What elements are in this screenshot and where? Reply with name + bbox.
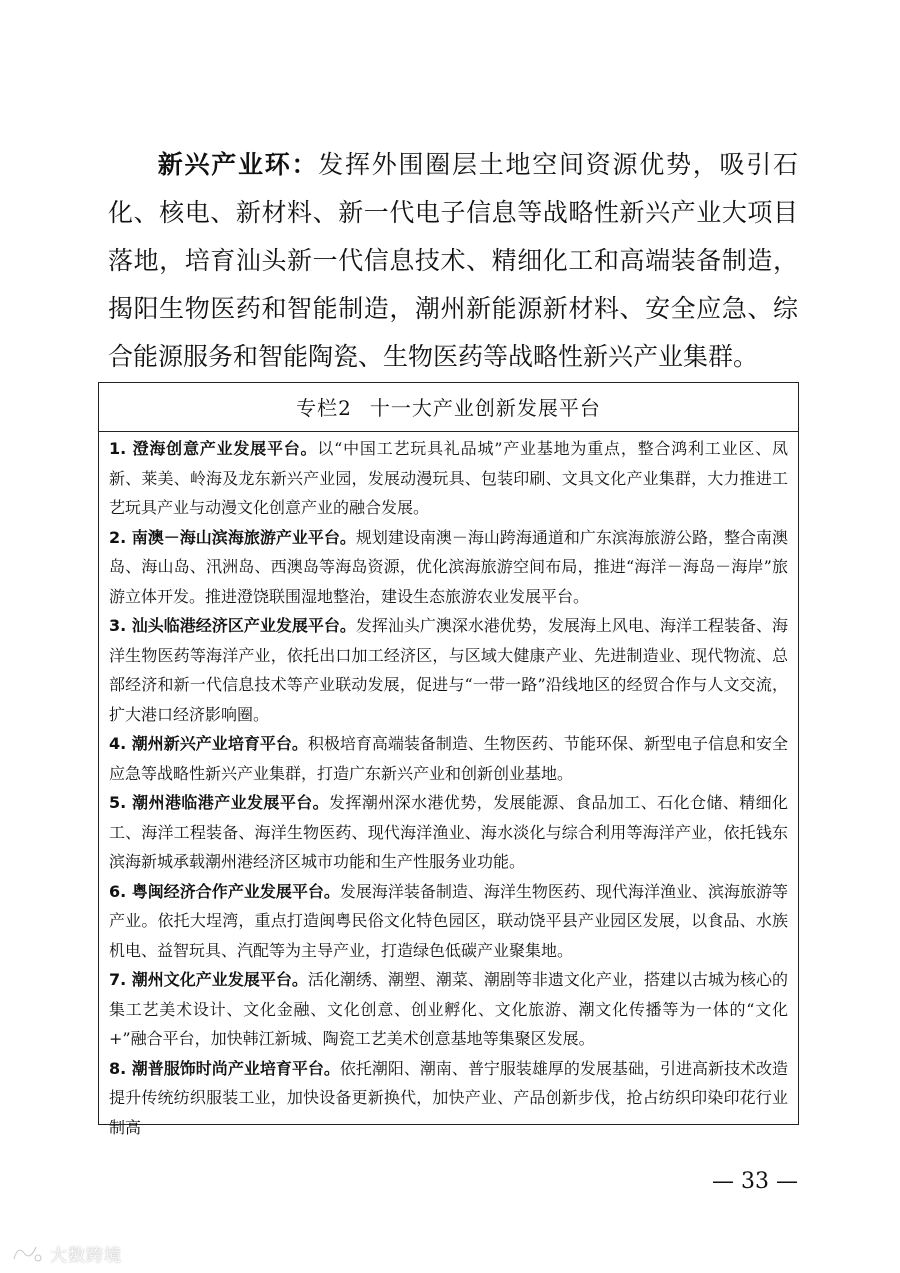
platform-item-5 — [109, 788, 788, 877]
platform-item-head: 8. 潮普服饰时尚产业培育平台。 — [109, 1058, 340, 1078]
watermark-logo-icon — [10, 1241, 44, 1265]
intro-paragraph — [108, 141, 798, 381]
platform-item-4 — [109, 729, 788, 788]
page-number: — 33 — — [712, 1169, 798, 1194]
watermark-text: 大数跨境 — [50, 1245, 122, 1266]
platform-item-head: 6. 粤闽经济合作产业发展平台。 — [109, 881, 340, 901]
platform-item-head: 4. 潮州新兴产业培育平台。 — [109, 734, 308, 753]
platform-item-8 — [109, 1054, 788, 1143]
platform-item-6 — [109, 877, 788, 966]
platform-item-text: 依托潮阳、潮南、普宁服装雄厚的发展基础，引进高新技术改造提升传统纺织服装工业，加快设备更新换代，加快产业、产品创新步伐，抢占纺织印染印花行业制高 — [109, 1058, 788, 1137]
intro-lead: 新兴产业环： — [156, 150, 319, 179]
platform-item-text: 发展海洋装备制造、海洋生物医药、现代海洋渔业、滨海旅游等产业。依托大埕湾，重点打造闽粤民俗文化特色园区，联动饶平县产业园区发展，以食品、水族机电、益智玩具、汽配等为主导产业，打造绿色低碳产业聚集地。 — [109, 881, 788, 960]
box-title-text: 十一大产业创新发展平台 — [369, 396, 601, 420]
platform-item-text: 发挥汕头广澳深水港优势，发展海上风电、海洋工程装备、海洋生物医药等海洋产业，依托出口加工经济区，与区域大健康产业、先进制造业、现代物流、总部经济和新一代信息技术等产业联动发展，促进与“一带一路”沿线地区的经贸合作与人文交流，扩大港口经济影响圈。 — [109, 616, 788, 724]
platform-item-head: 5. 潮州港临港产业发展平台。 — [109, 793, 330, 812]
platform-item-head: 3. 汕头临港经济区产业发展平台。 — [109, 616, 356, 635]
platform-item-text: 发挥潮州深水港优势，发展能源、食品加工、石化仓储、精细化工、海洋工程装备、海洋生物医药、现代海洋渔业、海水淡化与综合利用等海洋产业，依托钱东滨海新城承载潮州港经济区城市功能和生产性服务业功能。 — [109, 793, 788, 871]
feature-box — [98, 382, 799, 1137]
platform-item-text: 活化潮绣、潮塑、潮菜、潮剧等非遗文化产业，搭建以古城为核心的集工艺美术设计、文化金融、文化创意、创业孵化、文化旅游、潮文化传播等为一体的“文化+”融合平台，加快韩江新城、陶瓷工艺美术创意基地等集聚区发展。 — [109, 970, 788, 1048]
platform-item-3 — [109, 611, 788, 729]
platform-item-1 — [109, 434, 788, 523]
platform-item-text: 以“中国工艺玩具礼品城”产业基地为重点，整合鸿利工业区、凤新、莱美、岭海及龙东新兴产业园，发展动漫玩具、包装印刷、文具文化产业集群，大力推进工艺玩具产业与动漫文化创意产业的融合发展。 — [109, 439, 788, 517]
box-title — [99, 383, 798, 432]
box-title-number: 专栏2 — [296, 396, 352, 420]
platform-item-head: 1. 澄海创意产业发展平台。 — [109, 439, 318, 458]
intro-text: 发挥外围圈层土地空间资源优势，吸引石化、核电、新材料、新一代电子信息等战略性新兴产业大项目落地，培育汕头新一代信息技术、精细化工和高端装备制造，揭阳生物医药和智能制造，潮州新能源新材料、安全应急、综合能源服务和智能陶瓷、生物医药等战略性新兴产业集群。 — [108, 150, 798, 371]
platform-list — [99, 432, 798, 1142]
platform-item-7 — [109, 965, 788, 1054]
platform-item-head: 2. 南澳－海山滨海旅游产业平台。 — [109, 527, 356, 547]
platform-item-text: 规划建设南澳－海山跨海通道和广东滨海旅游公路，整合南澳岛、海山岛、汛洲岛、西澳岛等海岛资源，优化滨海旅游空间布局，推进“海洋－海岛－海岸”旅游立体开发。推进澄饶联围湿地整治，建设生态旅游农业发展平台。 — [109, 527, 788, 606]
watermark — [10, 1238, 122, 1268]
platform-item-2 — [109, 523, 788, 612]
platform-item-text: 积极培育高端装备制造、生物医药、节能环保、新型电子信息和安全应急等战略性新兴产业集群，打造广东新兴产业和创新创业基地。 — [109, 734, 788, 783]
platform-item-head: 7. 潮州文化产业发展平台。 — [109, 970, 308, 989]
